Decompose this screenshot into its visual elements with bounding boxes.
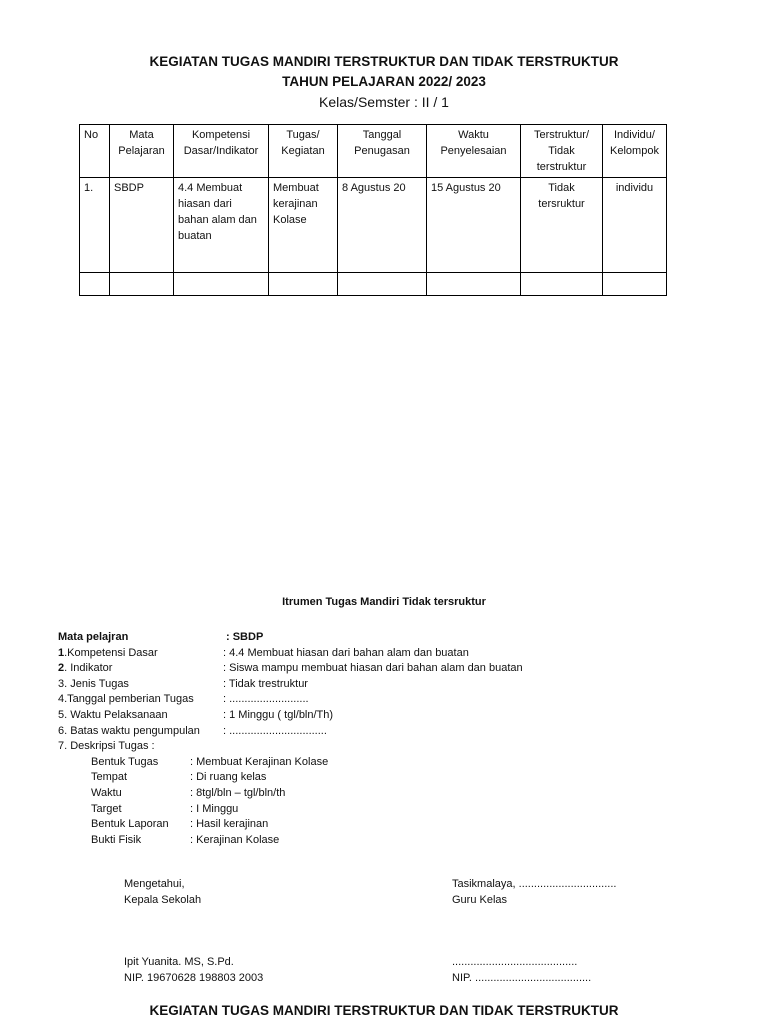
document-title: KEGIATAN TUGAS MANDIRI TERSTRUKTUR DAN TIDAK TERSTRUKTUR xyxy=(149,54,619,69)
instrument-title: Itrumen Tugas Mandiri Tidak tersruktur xyxy=(282,596,486,608)
teacher-nip: NIP. ...................................... xyxy=(452,971,592,984)
table-row xyxy=(80,178,667,273)
principal-name: Ipit Yuanita. MS, S.Pd. xyxy=(124,956,234,968)
cell-structure: Tidak tersruktur xyxy=(521,178,603,273)
cell-competence: 4.4 Membuat hiasan dari bahan alam dan buatan xyxy=(174,178,269,273)
table-row-empty xyxy=(80,273,667,296)
header-completion-time: Waktu Penyelesaian xyxy=(427,125,521,178)
principal-label: Kepala Sekolah xyxy=(124,893,202,906)
acknowledged-label: Mengetahui, xyxy=(124,878,185,890)
class-semester: Kelas/Semster : II / 1 xyxy=(319,94,449,110)
cell-task: Membuat kerajinan Kolase xyxy=(269,178,338,273)
header-assigned-date: Tanggal Penugasan xyxy=(338,125,427,178)
next-page-title: KEGIATAN TUGAS MANDIRI TERSTRUKTUR DAN TIDAK TERSTRUKTUR xyxy=(149,1003,619,1018)
signature-left-header xyxy=(124,877,201,908)
header-structure: Terstruktur/ Tidak terstruktur xyxy=(521,125,603,178)
cell-mode: individu xyxy=(603,178,667,273)
signature-left-name xyxy=(124,955,263,986)
cell-subject: SBDP xyxy=(110,178,174,273)
cell-assigned-date: 8 Agustus 20 xyxy=(338,178,427,273)
place-date: Tasikmalaya, ................................ xyxy=(452,878,617,890)
cell-no: 1. xyxy=(80,178,110,273)
academic-year: TAHUN PELAJARAN 2022/ 2023 xyxy=(282,74,486,89)
header-task: Tugas/ Kegiatan xyxy=(269,125,338,178)
teacher-name: ......................................... xyxy=(452,956,578,968)
header-competence: Kompetensi Dasar/Indikator xyxy=(174,125,269,178)
signature-right-header xyxy=(452,877,616,908)
cell-completion-time: 15 Agustus 20 xyxy=(427,178,521,273)
header-mode: Individu/ Kelompok xyxy=(603,125,667,178)
table-header-row xyxy=(80,125,667,178)
header-subject: Mata Pelajaran xyxy=(110,125,174,178)
principal-nip: NIP. 19670628 198803 2003 xyxy=(124,971,264,984)
task-table xyxy=(79,124,667,296)
signature-right-name xyxy=(452,955,591,986)
teacher-label: Guru Kelas xyxy=(452,893,508,906)
header-no: No xyxy=(80,125,110,178)
